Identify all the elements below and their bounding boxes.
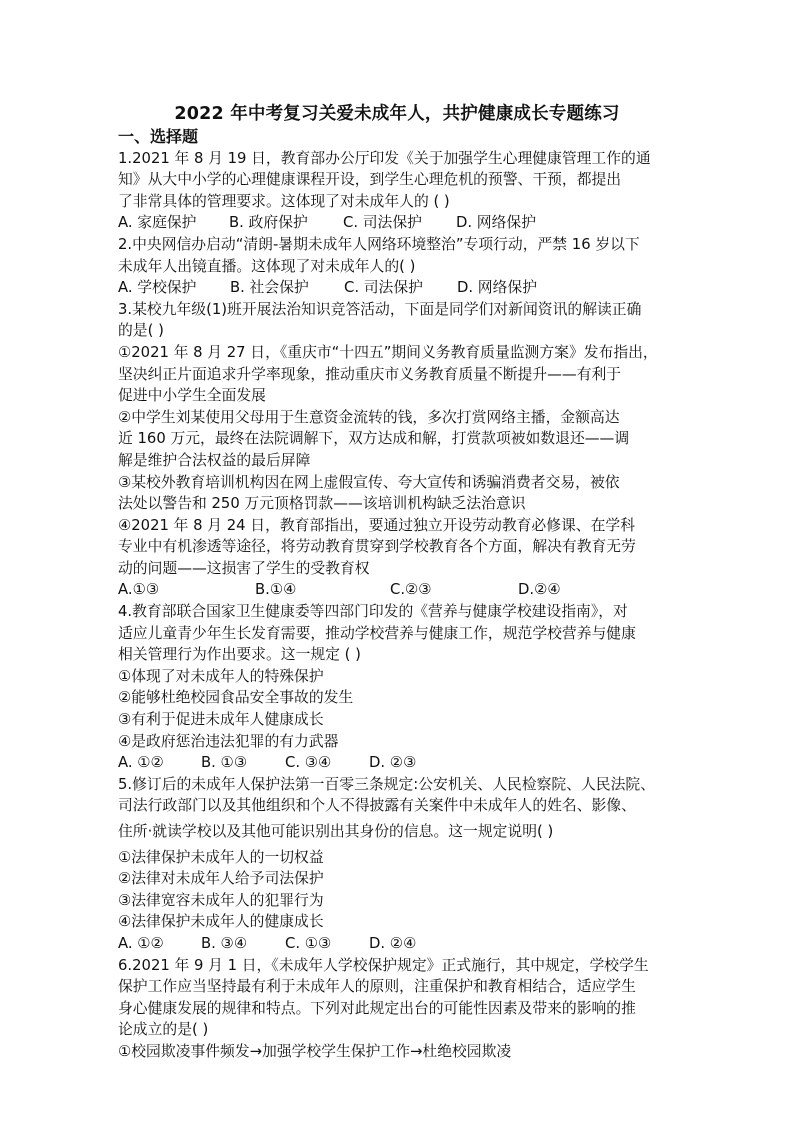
question-text-line: 身心健康发展的规律和特点。下列对此规定出台的可能性因素及带来的影响的推	[118, 999, 636, 1017]
question-5	[118, 774, 688, 955]
question-text-line: 保护工作应当坚持最有利于未成年人的原则，注重保护和教育相结合，适应学生	[118, 978, 636, 996]
option-d: D.②④	[518, 581, 561, 599]
option-c: C. ③④	[285, 754, 332, 772]
option-c: C. 司法保护	[344, 279, 423, 297]
document-body	[118, 126, 688, 1063]
question-text-line: 动的问题——这损害了学生的受教育权	[118, 559, 370, 577]
statement-line: ③有利于促进未成年人健康成长	[118, 711, 324, 729]
option-b: B. ①③	[201, 754, 248, 772]
option-a: A. ①②	[118, 934, 164, 952]
question-text-line: 解是维护合法权益的最后屏障	[118, 451, 311, 469]
section-heading: 一、选择题	[118, 127, 199, 146]
question-text-line: ②中学生刘某使用父母用于生意资金流转的钱，多次打赏网络主播，金额高达	[118, 408, 620, 426]
statement-line: ④法律保护未成年人的健康成长	[118, 913, 324, 931]
option-d: D. ②③	[369, 754, 417, 772]
question-text-line: 近 160 万元，最终在法院调解下，双方达成和解，打赏款项被如数退还——调	[118, 430, 630, 448]
option-a: A. 学校保护	[118, 279, 197, 297]
question-text-line: 司法行政部门以及其他组织和个人不得披露有关案件中未成年人的姓名、影像、	[118, 797, 636, 815]
question-text-line: 坚决纠正片面追求升学率现象，推动重庆市义务教育质量不断提升——有利于	[118, 365, 622, 383]
question-text-line: 专业中有机渗透等途径，将劳动教育贯穿到学校教育各个方面，解决有教育无劳	[118, 538, 636, 556]
question-text-line: ③某校外教育培训机构因在网上虚假宣传、夸大宣传和诱骗消费者交易，被依	[118, 473, 620, 491]
statement-line: ④是政府惩治违法犯罪的有力武器	[118, 732, 339, 750]
question-text-line: 适应儿童青少年生长发育需要，推动学校营养与健康工作，规范学校营养与健康	[118, 624, 636, 642]
question-text-line: ④2021 年 8 月 24 日，教育部指出，要通过独立开设劳动教育必修课、在学科	[118, 516, 635, 534]
question-text-line: 论成立的是( )	[118, 1021, 209, 1039]
answer-options	[118, 933, 688, 955]
option-a: A.①③	[118, 581, 160, 599]
option-b: B. 政府保护	[229, 214, 308, 232]
answer-options	[118, 212, 688, 234]
question-text-line: 6.2021 年 9 月 1 日，《未成年人学校保护规定》正式施行，其中规定，学校学生	[118, 956, 649, 974]
statement-line: ②法律对未成年人给予司法保护	[118, 870, 324, 888]
question-text-line: ①2021 年 8 月 27 日，《重庆市“十四五”期间义务教育质量监测方案》发布指出，	[118, 343, 658, 361]
question-text-line: 住所·就读学校以及其他可能识别出其身份的信息。这一规定说明( )	[118, 823, 554, 840]
question-text-line: 1.2021 年 8 月 19 日，教育部办公厅印发《关于加强学生心理健康管理工作的通	[118, 149, 651, 167]
statement-line: ①校园欺凌事件频发→加强学校学生保护工作→杜绝校园欺凌	[118, 1042, 512, 1060]
answer-options	[118, 579, 688, 601]
statement-line: ①体现了对未成年人的特殊保护	[118, 667, 324, 685]
question-text-line: 5.修订后的未成年人保护法第一百零三条规定:公安机关、人民检察院、人民法院、	[118, 775, 655, 793]
option-b: B. ③④	[201, 934, 248, 952]
option-b: B.①④	[255, 581, 297, 599]
answer-options	[118, 752, 688, 774]
option-c: C. 司法保护	[343, 214, 422, 232]
option-d: D. 网络保护	[457, 279, 537, 297]
document-title: 2022 年中考复习关爱未成年人，共护健康成长专题练习	[174, 104, 620, 124]
question-1	[118, 148, 688, 234]
option-b: B. 社会保护	[230, 279, 309, 297]
question-text-line: 4.教育部联合国家卫生健康委等四部门印发的《营养与健康学校建设指南》，对	[118, 603, 628, 621]
question-2	[118, 234, 688, 299]
question-text-line: 促进中小学生全面发展	[118, 387, 266, 405]
statement-line: ①法律保护未成年人的一切权益	[118, 848, 324, 866]
answer-options	[118, 277, 688, 299]
option-a: A. ①②	[118, 754, 164, 772]
question-6	[118, 955, 688, 1063]
question-text-line: 未成年人出镜直播。这体现了对未成年人的( )	[118, 257, 416, 275]
option-c: C. ①③	[285, 934, 332, 952]
question-text-line: 法处以警告和 250 万元顶格罚款——该培训机构缺乏法治意识	[118, 495, 526, 513]
question-4	[118, 601, 688, 774]
statement-line: ③法律宽容未成年人的犯罪行为	[118, 891, 324, 909]
question-3	[118, 299, 688, 601]
question-text-line: 相关管理行为作出要求。这一规定 ( )	[118, 646, 361, 664]
question-text-line: 了非常具体的管理要求。这体现了对未成年人的 ( )	[118, 192, 450, 210]
option-a: A. 家庭保护	[118, 214, 197, 232]
question-text-line: 知》从大中小学的心理健康课程开设，到学生心理危机的预警、干预，都提出	[118, 171, 622, 189]
statement-line: ②能够杜绝校园食品安全事故的发生	[118, 689, 354, 707]
option-c: C.②③	[390, 581, 432, 599]
question-text-line: 3.某校九年级(1)班开展法治知识竞答活动，下面是同学们对新闻资讯的解读正确	[118, 300, 642, 318]
question-text-line: 的是( )	[118, 322, 164, 340]
question-text-line: 2.中央网信办启动“清朗-暑期未成年人网络环境整治”专项行动，严禁 16 岁以下	[118, 235, 640, 253]
option-d: D. 网络保护	[456, 214, 536, 232]
option-d: D. ②④	[369, 934, 417, 952]
